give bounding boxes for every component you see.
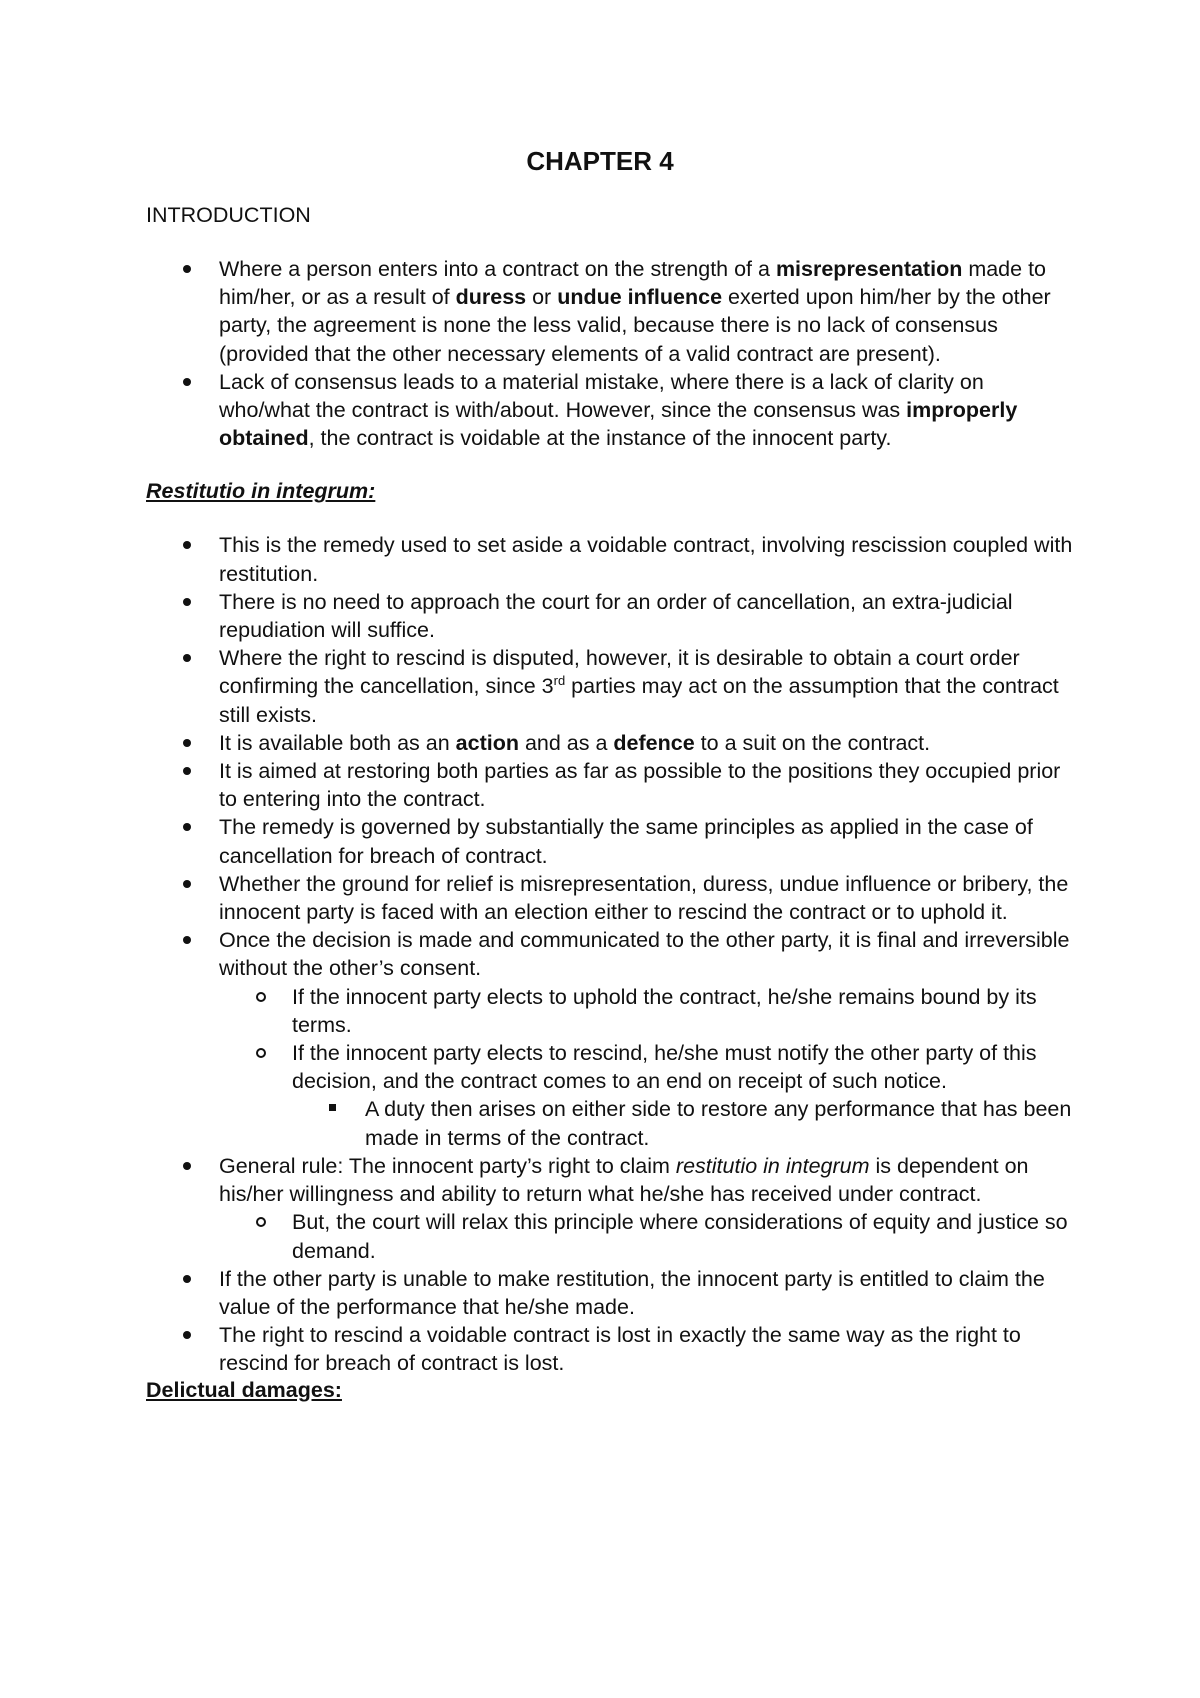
list-item: If the other party is unable to make restitution, the innocent party is entitled to claim the value of the performance that he/she made. bbox=[146, 1265, 1080, 1321]
list-item: General rule: The innocent party’s right to claim restitutio in integrum is dependent on his/her willingness and ability to return what he/she has received under contract. But, the court will relax this principle where considerations of equity and justice so demand. bbox=[146, 1152, 1080, 1265]
sub-sub-list-item: A duty then arises on either side to restore any performance that has been made in terms of the contract. bbox=[292, 1095, 1080, 1151]
delictual-damages-heading: Delictual damages: bbox=[146, 1377, 342, 1402]
sub-list-item: But, the court will relax this principle where considerations of equity and justice so demand. bbox=[219, 1208, 1080, 1264]
introduction-list bbox=[146, 255, 1080, 452]
sub-list bbox=[219, 983, 1080, 1152]
list-item: There is no need to approach the court for an order of cancellation, an extra-judicial repudiation will suffice. bbox=[146, 588, 1080, 644]
list-item: Whether the ground for relief is misrepresentation, duress, undue influence or bribery, the innocent party is faced with an election either to rescind the contract or to uphold it. bbox=[146, 870, 1080, 926]
list-item: The right to rescind a voidable contract is lost in exactly the same way as the right to rescind for breach of contract is lost. bbox=[146, 1321, 1080, 1377]
sub-list bbox=[219, 1208, 1080, 1264]
list-item: It is aimed at restoring both parties as far as possible to the positions they occupied prior to entering into the contract. bbox=[146, 757, 1080, 813]
page-title: CHAPTER 4 bbox=[526, 146, 674, 176]
sub-list-item: If the innocent party elects to uphold the contract, he/she remains bound by its terms. bbox=[219, 983, 1080, 1039]
introduction-heading: INTRODUCTION bbox=[146, 203, 311, 227]
sub-sub-list bbox=[292, 1095, 1080, 1151]
list-item: Where the right to rescind is disputed, however, it is desirable to obtain a court order confirming the cancellation, since 3rd parties may act on the assumption that the contract still exists. bbox=[146, 644, 1080, 729]
list-item: Where a person enters into a contract on the strength of a misrepresentation made to him/her, or as a result of duress or undue influence exerted upon him/her by the other party, the agreement is none the less valid, because there is no lack of consensus (provided that the other necessary elements of a valid contract are present). bbox=[146, 255, 1080, 368]
list-item: This is the remedy used to set aside a voidable contract, involving rescission coupled with restitution. bbox=[146, 531, 1080, 587]
list-item: It is available both as an action and as a defence to a suit on the contract. bbox=[146, 729, 1080, 757]
list-item: Once the decision is made and communicated to the other party, it is final and irreversible without the other’s consent. If the innocent party elects to uphold the contract, he/she remains bound by its terms. If the innocent party elects to rescind, he/she must notify the other party of this decision, and the contract comes to an end on receipt of such notice. A duty then arises on either side to restore any performance that has been made in terms of the contract. bbox=[146, 926, 1080, 1152]
restitutio-list bbox=[146, 531, 1080, 1377]
restitutio-heading: Restitutio in integrum: bbox=[146, 479, 376, 504]
list-item: The remedy is governed by substantially the same principles as applied in the case of cancellation for breach of contract. bbox=[146, 813, 1080, 869]
sub-list-item: If the innocent party elects to rescind, he/she must notify the other party of this decision, and the contract comes to an end on receipt of such notice. A duty then arises on either side to restore any performance that has been made in terms of the contract. bbox=[219, 1039, 1080, 1152]
list-item: Lack of consensus leads to a material mistake, where there is a lack of clarity on who/what the contract is with/about. However, since the consensus was improperly obtained, the contract is voidable at the instance of the innocent party. bbox=[146, 368, 1080, 453]
